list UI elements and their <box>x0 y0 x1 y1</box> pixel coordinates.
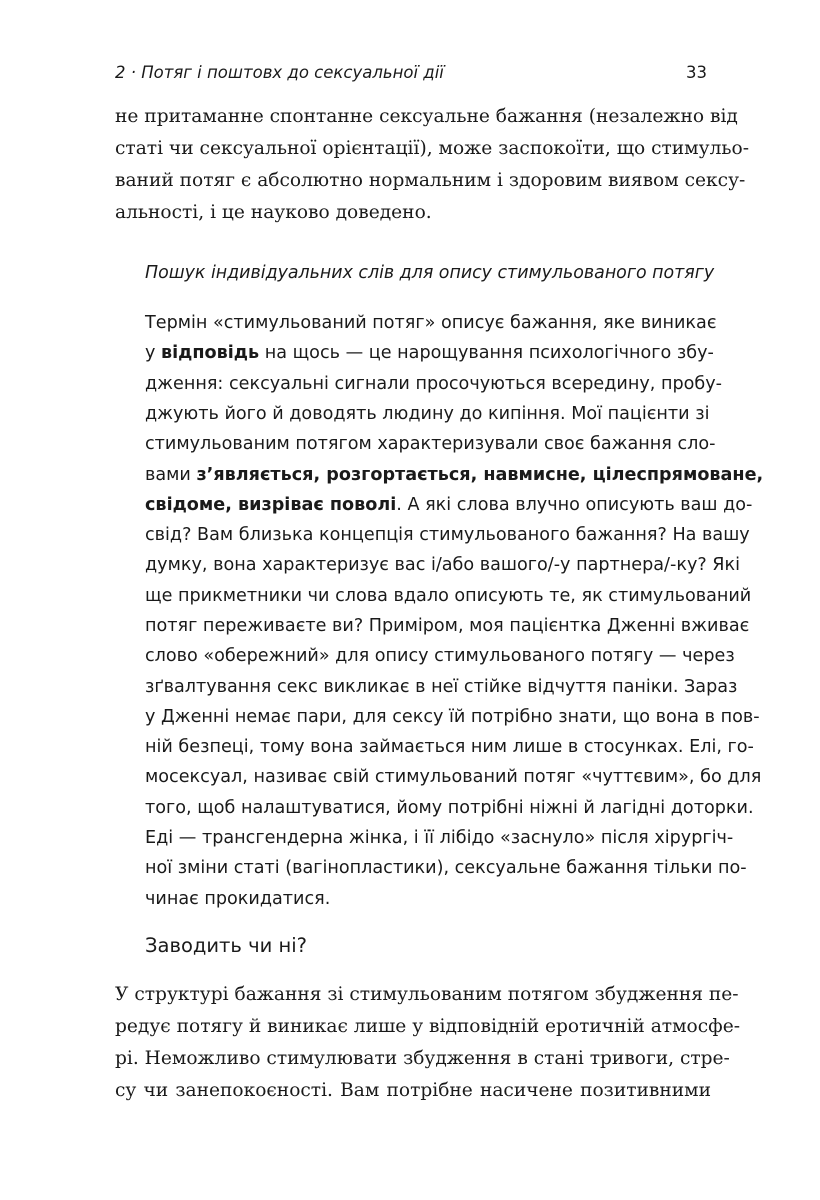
text-line: ній безпеці, тому вона займається ним лише в стосунках. Елі, го- <box>145 737 754 757</box>
text-line: рі. Неможливо стимулювати збудження в стані тривоги, стре- <box>115 1048 730 1069</box>
text-line: ще прикметники чи слова вдало описують те, як стимульований <box>145 586 752 606</box>
text-line: су чи занепокоєності. Вам потрібне насичене позитивними <box>115 1080 711 1101</box>
section-heading: Заводить чи ні? <box>145 934 307 957</box>
text-line: мосексуал, називає свій стимульований потяг «чуттєвим», бо для <box>145 767 762 787</box>
text-line: У структурі бажання зі стимульованим потягом збудження пе- <box>115 984 739 1005</box>
text-line: слово «обережний» для опису стимульованого потягу — через <box>145 646 735 666</box>
text-line: думку, вона характеризує вас і/або вашого/-у партнера/-ку? Які <box>145 555 741 575</box>
emphasis: свідоме, визріває поволі <box>145 495 397 515</box>
text-line: потяг переживаєте ви? Приміром, моя пацієнтка Дженні вживає <box>145 616 750 636</box>
text-line: у відповідь на щось — це нарощування психологічного збу- <box>145 343 714 363</box>
text-line: зґвалтування секс викликає в неї стійке відчуття паніки. Зараз <box>145 677 738 697</box>
box-title: Пошук індивідуальних слів для опису стимульованого потягу <box>145 263 715 283</box>
text-line: ної зміни статі (вагінопластики), сексуальне бажання тільки по- <box>145 858 747 878</box>
text-line: Еді — трансгендерна жінка, і її лібідо «заснуло» після хірургіч- <box>145 828 734 848</box>
text-line: ваний потяг є абсолютно нормальним і здоровим виявом сексу- <box>115 170 746 191</box>
page-number: 33 <box>686 63 707 82</box>
text-line: свідоме, визріває поволі. А які слова влучно описують ваш до- <box>145 495 753 515</box>
text-line: стимульованим потягом характеризували своє бажання сло- <box>145 434 716 454</box>
text-line: свід? Вам близька концепція стимульованого бажання? На вашу <box>145 525 750 545</box>
text-line: Термін «стимульований потяг» описує бажання, яке виникає <box>145 313 717 333</box>
text-line: статі чи сексуальної орієнтації), може заспокоїти, що стимульо- <box>115 138 749 159</box>
running-header <box>115 63 707 89</box>
text-line: редує потягу й виникає лише у відповідній еротичній атмосфе- <box>115 1016 741 1037</box>
emphasis: з’являється, розгортається, навмисне, цілеспрямоване, <box>196 465 764 485</box>
text-line: джують його й доводять людину до кипіння. Мої пацієнти зі <box>145 404 710 424</box>
text-line: чинає прокидатися. <box>145 889 331 909</box>
emphasis: відповідь <box>161 343 260 363</box>
text-line: не притаманне спонтанне сексуальне бажання (незалежно від <box>115 106 738 127</box>
text-line: вами з’являється, розгортається, навмисне, цілеспрямоване, <box>145 465 764 485</box>
text-line: у Дженні немає пари, для сексу їй потрібно знати, що вона в пов- <box>145 707 760 727</box>
chapter-title: 2 · Потяг і поштовх до сексуальної дії <box>115 63 444 82</box>
text-line: того, щоб налаштуватися, йому потрібні ніжні й лагідні доторки. <box>145 798 754 818</box>
text-line: дження: сексуальні сигнали просочуються всередину, пробу- <box>145 374 723 394</box>
text-line: альності, і це науково доведено. <box>115 202 432 223</box>
